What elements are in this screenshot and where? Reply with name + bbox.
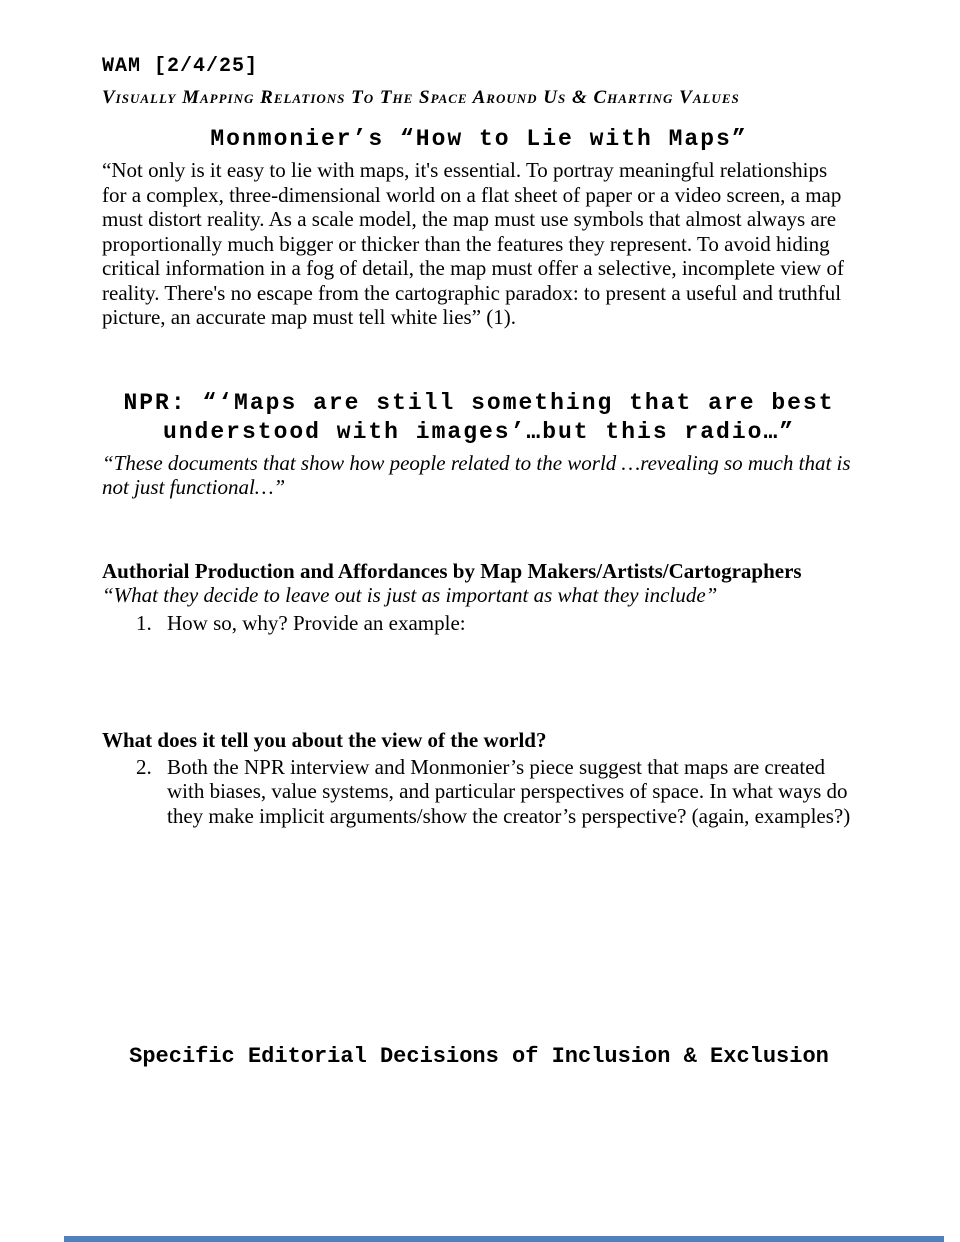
editorial-decisions-heading: Specific Editorial Decisions of Inclusion & Exclusion [129,1044,829,1069]
authorial-subquote: “What they decide to leave out is just as important as what they include” [102,583,718,607]
npr-quote: “These documents that show how people related to the world …revealing so much that is not just functional…” [102,450,851,499]
question-item-1-text: How so, why? Provide an example: [167,610,466,635]
question-item-1-number: 1. [136,610,152,635]
question-item-2-text: Both the NPR interview and Monmonier’s piece suggest that maps are created with biases, value systems, and particular perspectives of space. In what ways do they make implicit arguments/show the creator’s perspective? (again, examples?) [167,754,851,828]
monmonier-quote-paragraph: “Not only is it easy to lie with maps, it's essential. To portray meaningful relationships for a complex, three-dimensional world on a flat sheet of paper or a video screen, a map must distort reality. As a scale model, the map must use symbols that almost always are proportionally much bigger or thicker than the features they represent. To avoid hiding critical information in a fog of detail, the map must offer a selective, incomplete view of reality. There's no escape from the cartographic paradox: to present a useful and truthful picture, an accurate map must tell white lies” (1). [102,158,844,329]
bottom-accent-bar [64,1236,944,1242]
monmonier-title: Monmonier’s “How to Lie with Maps” [210,126,748,152]
question-item-2-number: 2. [136,754,152,779]
header-course-subtitle: Visually Mapping Relations To The Space Around Us & Charting Values [102,87,740,108]
npr-heading-line1: NPR: “‘Maps are still something that are best [123,389,835,416]
header-course-code: WAM [2/4/25] [102,55,259,78]
question-item-1 [102,611,856,636]
question-item-2 [102,755,856,829]
npr-heading-line2: understood with images’…but this radio…” [162,418,796,445]
worldview-heading: What does it tell you about the view of the world? [102,728,547,752]
authorial-heading: Authorial Production and Affordances by Map Makers/Artists/Cartographers [102,558,802,583]
npr-heading [102,389,856,447]
